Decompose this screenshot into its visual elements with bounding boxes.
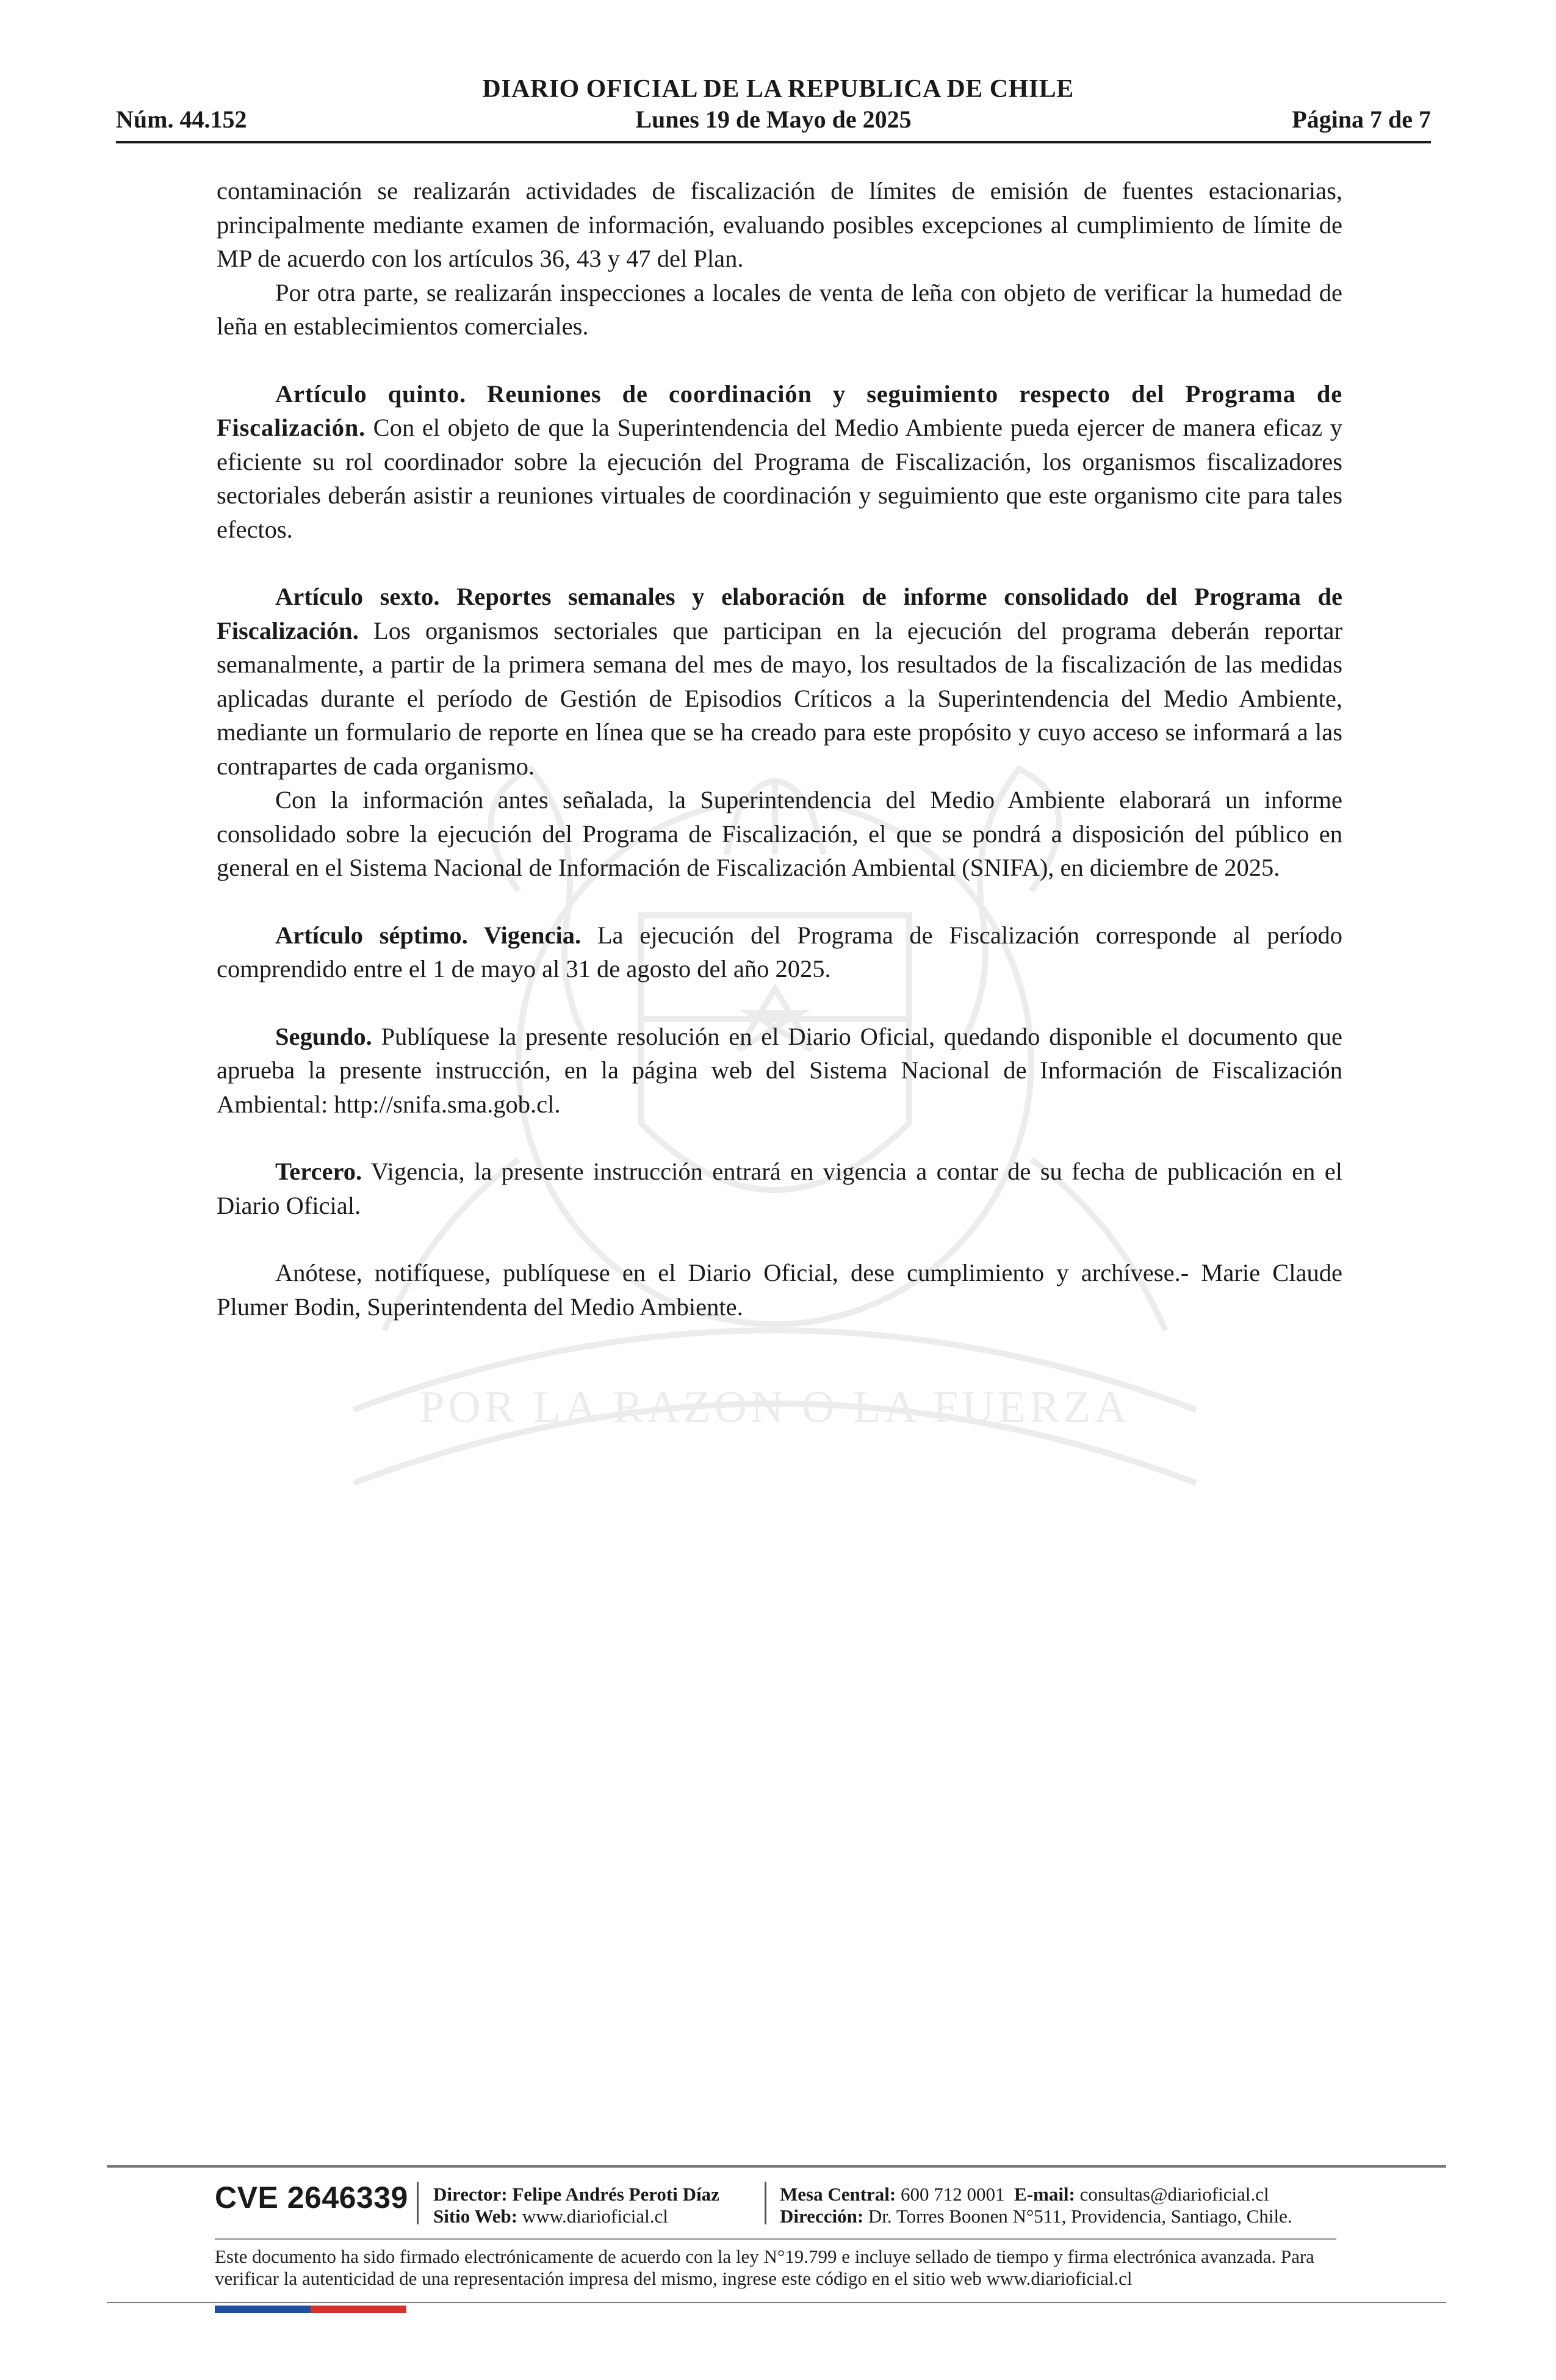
- article-septimo-heading: Artículo séptimo. Vigencia.: [275, 921, 582, 949]
- footer-director-block: [433, 2183, 719, 2227]
- issue-date: Lunes 19 de Mayo de 2025: [635, 106, 912, 133]
- watermark-motto: POR LA RAZON O LA FUERZA: [419, 1382, 1131, 1432]
- article-sexto-text: Los organismos sectoriales que participan en la ejecución del programa deberán reportar semanalmente, a partir de la primera semana del mes de mayo, los resultados de la fiscalización de las medidas aplicadas durante el período de Gestión de Episodios Críticos a la Superintendencia del Medio Ambiente, mediante un formulario de reporte en línea que se ha creado para este propósito y cuyo acceso se informará a las contrapartes de cada organismo.: [217, 616, 1342, 780]
- flag-blue-segment: [215, 2306, 311, 2313]
- header-row: [116, 105, 1431, 138]
- resolution-segundo: [217, 1020, 1342, 1122]
- flag-color-bar: [215, 2306, 406, 2313]
- email-link[interactable]: consultas@diarioficial.cl: [1079, 2183, 1269, 2205]
- paragraph-inspecciones-lena: Por otra parte, se realizarán inspecciones a locales de venta de leña con objeto de verificar la humedad de leña en establecimientos comerciales.: [217, 278, 1342, 340]
- email-label: E-mail:: [1014, 2183, 1075, 2205]
- article-quinto: [217, 377, 1342, 547]
- segundo-heading: Segundo.: [275, 1022, 372, 1050]
- website-label: Sitio Web:: [433, 2205, 518, 2227]
- director-name: Felipe Andrés Peroti Díaz: [512, 2183, 719, 2205]
- resolution-tercero: [217, 1155, 1342, 1222]
- segundo-text: Publíquese la presente resolución en el Diario Oficial, quedando disponible el documento que aprueba la presente instrucción, en la página web del Sistema Nacional de Información de Fiscalización Ambiental: http://snifa.sma.gob.cl.: [217, 1022, 1342, 1118]
- article-septimo-text: La ejecución del Programa de Fiscalización corresponde al período comprendido entre el 1 de mayo al 31 de agosto del año 2025.: [217, 921, 1342, 983]
- page-indicator: Página 7 de 7: [1292, 106, 1431, 133]
- footer-separator: [417, 2182, 419, 2224]
- article-sexto: [217, 580, 1342, 783]
- website-line: [433, 2205, 719, 2227]
- director-line: [433, 2183, 719, 2205]
- address-value: Dr. Torres Boonen N°511, Providencia, Santiago, Chile.: [868, 2205, 1292, 2227]
- footer-inner-rule: [215, 2238, 1336, 2240]
- newspaper-title: DIARIO OFICIAL DE LA REPUBLICA DE CHILE: [482, 75, 1074, 103]
- tercero-heading: Tercero.: [275, 1158, 362, 1185]
- cve-code: CVE 2646339: [215, 2180, 408, 2215]
- address-label: Dirección:: [780, 2205, 864, 2227]
- article-sexto-paragraph-2: Con la información antes señalada, la Superintendencia del Medio Ambiente elaborará un informe consolidado sobre la ejecución del Programa de Fiscalización, el que se pondrá a disposición del público en general en el Sistema Nacional de Información de Fiscalización Ambiental (SNIFA), en diciembre de 2025.: [217, 786, 1342, 881]
- article-quinto-text: Con el objeto de que la Superintendencia del Medio Ambiente pueda ejercer de manera eficaz y eficiente su rol coordinador sobre la ejecución del Programa de Fiscalización, los organismos fiscalizadores sectoriales deberán asistir a reuniones virtuales de coordinación y seguimiento que este organismo cite para tales efectos.: [217, 414, 1342, 543]
- address-line: [780, 2205, 1292, 2227]
- closing-signature: Anótese, notifíquese, publíquese en el Diario Oficial, dese cumplimiento y archívese.- Marie Claude Plumer Bodin, Superintendenta del Medio Ambiente.: [217, 1259, 1342, 1321]
- article-septimo: [217, 918, 1342, 986]
- paragraph-fiscalizacion-fuentes: contaminación se realizarán actividades de fiscalización de límites de emisión de fuentes estacionarias, principalmente mediante examen de información, evaluando posibles excepciones al cumplimiento de límite de MP de acuerdo con los artículos 36, 43 y 47 del Plan.: [217, 177, 1342, 272]
- header-divider: [116, 141, 1431, 143]
- article-sexto-heading: Artículo sexto. Reportes semanales y elaboración de informe consolidado del Programa de Fiscalización.: [217, 583, 1342, 644]
- phone-label: Mesa Central:: [780, 2183, 896, 2205]
- issue-number: Núm. 44.152: [116, 106, 247, 133]
- phone-email-line: [780, 2183, 1292, 2205]
- phone-value: 600 712 0001: [901, 2183, 1005, 2205]
- flag-red-segment: [311, 2306, 406, 2313]
- website-link[interactable]: www.diarioficial.cl: [522, 2205, 668, 2227]
- article-quinto-heading: Artículo quinto. Reuniones de coordinación y seguimiento respecto del Programa de Fiscalización.: [217, 380, 1342, 441]
- footer-bottom-rule: [107, 2302, 1446, 2303]
- footer-top-rule: [107, 2165, 1446, 2168]
- document-body: [217, 174, 1342, 1324]
- electronic-signature-note: Este documento ha sido firmado electrónicamente de acuerdo con la ley N°19.799 e incluye sellado de tiempo y firma electrónica avanzada. Para verificar la autenticidad de una representación impresa del mismo, ingrese este código en el sitio web www.diarioficial.cl: [215, 2246, 1314, 2289]
- tercero-text: Vigencia, la presente instrucción entrará en vigencia a contar de su fecha de publicación en el Diario Oficial.: [217, 1158, 1342, 1219]
- footer-contact-block: [780, 2183, 1292, 2227]
- footer-separator: [765, 2182, 766, 2224]
- director-label: Director:: [433, 2183, 508, 2205]
